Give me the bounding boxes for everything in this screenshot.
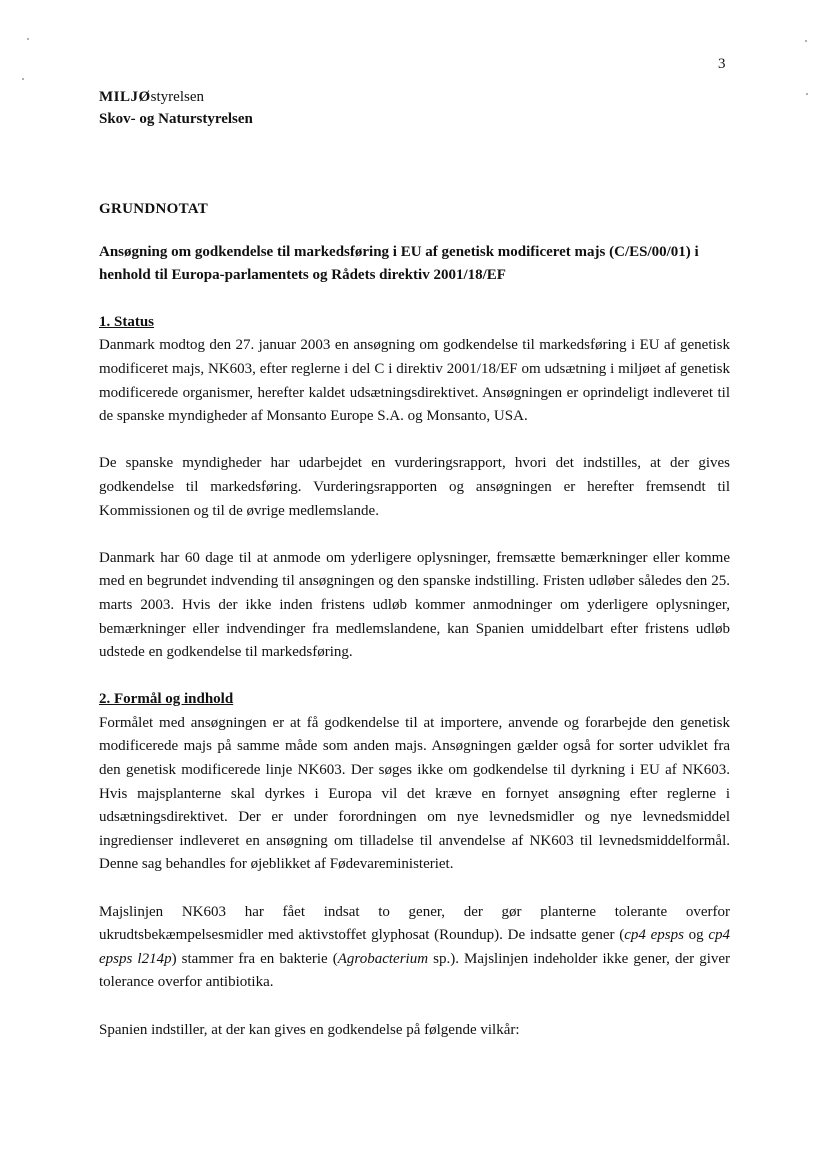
gene-name: cp4 epsps — [624, 927, 684, 944]
document-body — [99, 198, 730, 1066]
purpose-paragraph-3: Spanien indstiller, at der kan gives en godkendelse på følgende vilkår: — [99, 1021, 520, 1038]
agency-name-bold: MILJØ — [99, 89, 151, 105]
status-paragraph-3: Danmark har 60 dage til at anmode om yderligere oplysninger, fremsætte bemærkninger eller komme med en begrundet indvending til ansøgningen og den spanske indstilling. Fristen udløber således den 25. marts 2003. Hvis der ikke inden fristens udløb kommer anmodninger om yderligere oplysninger, bemærkninger eller indvendinger fra medlemslandene, kan Spanien umiddelbart efter fristens udløb udstede en godkendelse til markedsføring. — [99, 549, 730, 661]
section-heading-status: 1. Status — [99, 313, 155, 330]
purpose-paragraph-2 — [99, 901, 730, 995]
status-paragraph-2: De spanske myndigheder har udarbejdet en vurderingsrapport, hvori det indstilles, at der gives godkendelse til markedsføring. Vurderingsrapporten og ansøgningen er herefter fremsendt til Kommissionen og til de øvrige medlemslande. — [99, 455, 730, 519]
document-type: GRUNDNOTAT — [99, 201, 209, 217]
agency-name-rest: styrelsen — [150, 89, 204, 105]
agency-name-secondary: Skov- og Naturstyrelsen — [99, 111, 253, 127]
text-segment: og — [683, 927, 709, 944]
section-heading-purpose: 2. Formål og indhold — [99, 691, 234, 708]
agency-name — [99, 86, 253, 108]
text-segment: Majslinjen NK603 har fået indsat to gener, der gør planterne tolerante overfor ukrudtsbekæmpelsesmidler med aktivstoffet glyphosat (Roundup). De indsatte gener ( — [99, 903, 730, 944]
purpose-paragraph-1: Formålet med ansøgningen er at få godkendelse til at importere, anvende og forarbejde den genetisk modificerede majs på samme måde som anden majs. Ansøgningen gælder også for sorter udviklet fra den genetisk modificerede linje NK603. Der søges ikke om godkendelse til dyrkning i EU af NK603. Hvis majsplanterne skal dyrkes i Europa vil det kræve en fornyet ansøgning efter reglerne i udsætningsdirektivet. Der er under forordningen om nye levnedsmidler og nye levnedsmiddel ingredienser indleveret en ansøgning om tilladelse til anvendelse af NK603 til levnedsmiddelformål. Denne sag behandles for øjeblikket af Fødevareministeriet. — [99, 714, 730, 873]
scan-speck — [806, 93, 808, 95]
letterhead — [99, 86, 253, 130]
text-segment: ) stammer fra en bakterie ( — [171, 950, 338, 967]
scan-speck — [22, 78, 24, 80]
page-number: 3 — [718, 56, 726, 72]
scan-speck — [805, 40, 807, 42]
gene-name: cp4 epsps l214p — [99, 927, 730, 967]
organism-name: Agrobacterium — [337, 950, 429, 967]
scan-speck — [27, 38, 29, 40]
document-title: Ansøgning om godkendelse til markedsføring i EU af genetisk modificeret majs (C/ES/00/01) i henhold til Europa-parlamentets og Rådets direktiv 2001/18/EF — [99, 243, 699, 284]
text-segment: sp.). Majslinjen indeholder ikke gener, der giver tolerance overfor antibiotika. — [99, 950, 731, 991]
status-paragraph-1: Danmark modtog den 27. januar 2003 en ansøgning om godkendelse til markedsføring i EU af genetisk modificeret majs, NK603, efter reglerne i del C i direktiv 2001/18/EF om udsætning i miljøet af genetisk modificerede organismer, herefter kaldet udsætningsdirektivet. Ansøgningen er oprindeligt indleveret til de spanske myndigheder af Monsanto Europe S.A. og Monsanto, USA. — [99, 337, 730, 425]
